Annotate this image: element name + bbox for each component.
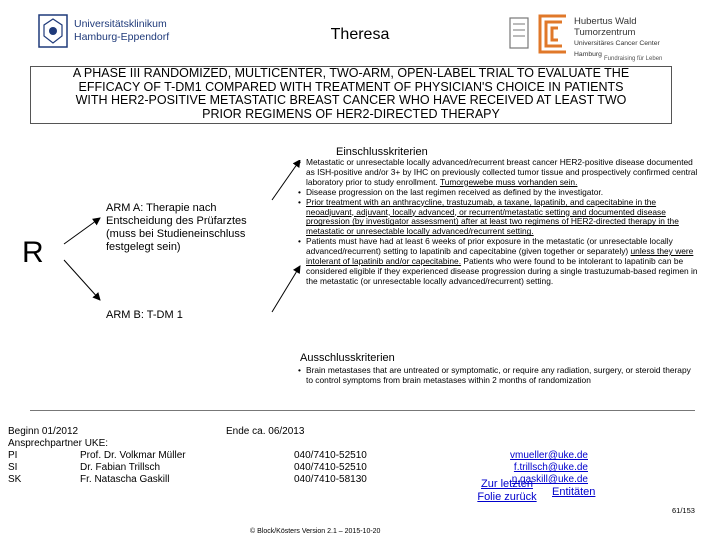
inclusion-item-text: Patients who were found to be intolerant to lapatinib can be considered eligible if they experienced disease progression during a single trastuzumab-based regimen in the metastatic (or unresectable locally advanced/recurrent) setting. [306,256,698,286]
back-link[interactable]: Zur letzten Folie zurück [477,478,537,503]
list-item [298,158,700,188]
arm-b-arrow [64,260,100,300]
contact-role: SK [8,474,22,485]
study-title-line: PRIOR REGIMENS OF HER2-DIRECTED THERAPY [202,106,500,121]
study-end: Ende ca. 06/2013 [226,426,305,437]
partner-seal-icon [508,14,530,54]
hubertus-logo [508,12,688,62]
contact-email[interactable]: n.gaskill@uke.de [511,474,588,485]
contact-name: Prof. Dr. Volkmar Müller [80,450,186,461]
page-number: 61/153 [672,506,695,515]
hubertus-tagline: Fundraising für Leben [604,56,663,62]
inclusion-item-note: Tumorgewebe muss vorhanden sein. [439,176,578,187]
randomization-label: R [22,236,44,269]
inclusion-item-note: unless they were intolerant of lapatinib and/or capecitabine. [306,246,694,267]
contact-label: Ansprechpartner UKE: [8,438,109,449]
uke-name-line1: Universitätsklinikum [74,18,167,30]
inclusion-list [298,158,700,287]
study-title-line: A PHASE III RANDOMIZED, MULTICENTER, TWO-ARM, OPEN-LABEL TRIAL TO EVALUATE THE [72,66,630,80]
footer-version: © Block/Kösters Version 2.1 – 2015-10-20 [250,528,381,535]
list-item [298,198,700,238]
contact-phone: 040/7410-52510 [294,450,367,461]
exclusion-item-text: Brain metastases that are untreated or symptomatic, or require any radiation, surgery, or steroid therapy to control symptoms from brain metastases within 2 months of randomization [306,365,691,385]
uke-seal-icon [38,14,68,48]
inclusion-item-text: Disease progression on the last regimen received as defined by the investigator. [306,186,604,197]
hubertus-subtitle: Universitäres Cancer Center Hamburg [574,40,660,58]
arm-b-label: ARM B: T-DM 1 [106,309,183,321]
study-title-line: EFFICACY OF T-DM1 COMPARED WITH TREATMENT OF PHYSICIAN'S CHOICE IN PATIENTS [78,79,624,94]
contact-role: PI [8,450,18,461]
contact-name: Fr. Natascha Gaskill [80,474,170,485]
contact-phone: 040/7410-52510 [294,462,367,473]
exclusion-heading: Ausschlusskriterien [300,352,395,364]
list-item [298,366,700,386]
contact-email[interactable]: f.trillsch@uke.de [513,462,588,473]
uke-name-line2: Hamburg-Eppendorf [74,31,170,43]
inclusion-heading: Einschlusskriterien [336,146,428,158]
exclusion-list [298,366,700,386]
inclusion-item-text: Metastatic or unresectable locally advanced/recurrent breast cancer HER2-positive disease documented as ISH-positive and/or 3+ by IHC on previously collected tumor tissue and prospectively confirmed central laboratory prior to study enrollment. [306,157,698,187]
contact-role: SI [8,462,18,473]
inclusion-item-text: Patients must have had at least 6 weeks of prior exposure in the metastatic (or unresectable locally advanced/recurrent) setting to lapatinib and capecitabine (given together or separately) [306,236,673,257]
contact-phone: 040/7410-58130 [294,474,367,485]
uke-logo [38,14,198,54]
contact-email[interactable]: vmueller@uke.de [510,450,588,461]
study-title-line: WITH HER2-POSITIVE METASTATIC BREAST CANCER WHO HAVE RECEIVED AT LEAST TWO [75,93,627,107]
study-title-box [30,66,672,124]
list-item [298,237,700,287]
arm-a-label: ARM A: Therapie nach Entscheidung des Prüfarztes (muss bei Studieneinschluss festgelegt sein) [106,202,247,253]
slide-title: Theresa [330,26,390,43]
entities-link[interactable]: Entitäten [552,486,596,498]
hubertus-c-icon [534,12,570,56]
hubertus-name: Hubertus Wald Tumorzentrum [574,16,637,38]
contact-name: Dr. Fabian Trillsch [80,462,161,473]
transition-arrow [272,266,300,312]
transition-arrow [272,160,300,200]
inclusion-item-text: Prior treatment with an anthracycline, trastuzumab, a taxane, lapatinib, and capecitabine in the neoadjuvant, adjuvant, locally advanced, or recurrent/metastatic setting and documented disease progression (by investigator assessment) after at least two regimens of HER2-directed therapy in the metastatic or unresectable locally advanced/recurrent setting. [306,196,679,237]
arm-a-arrow [64,218,100,244]
study-start: Beginn 01/2012 [8,426,79,437]
divider [30,410,695,411]
